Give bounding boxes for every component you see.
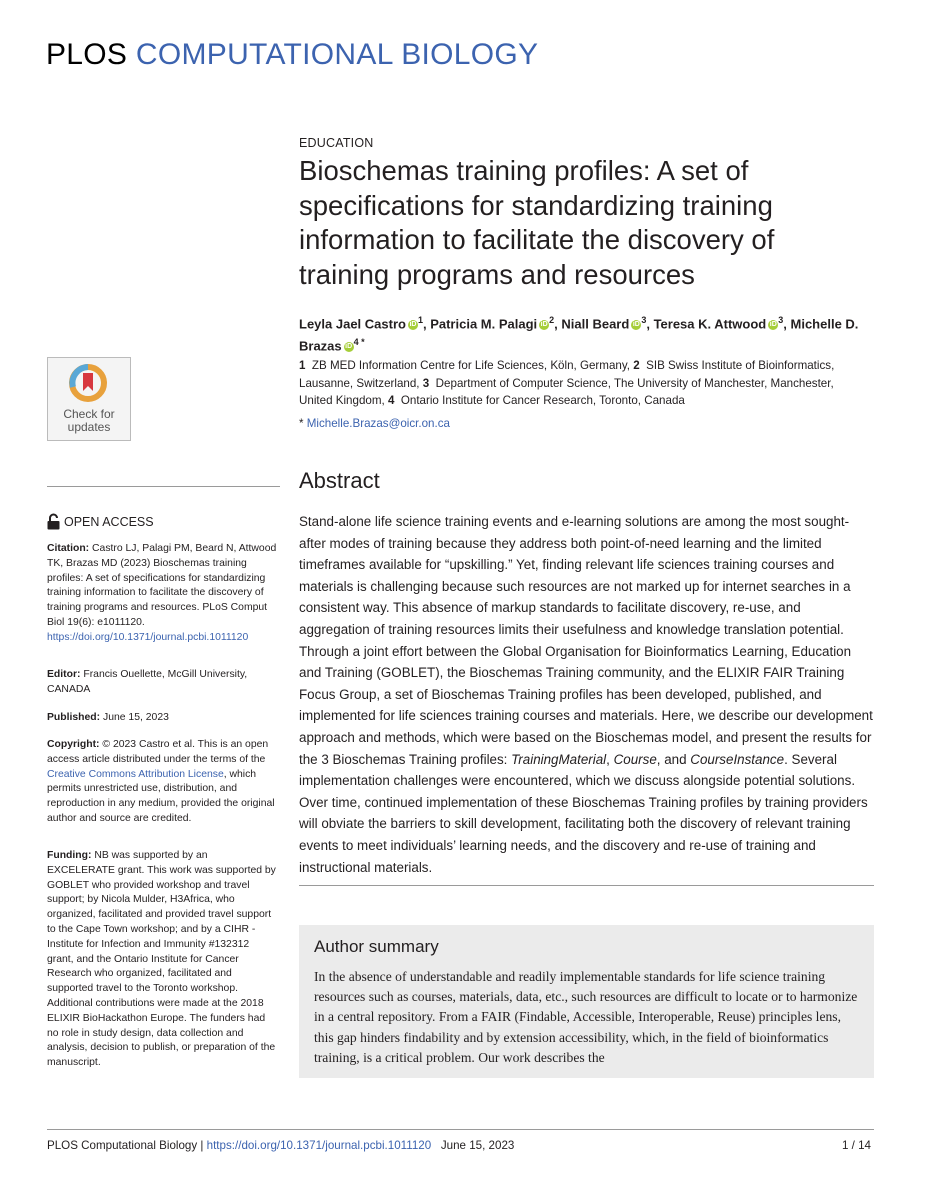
copyright-text: © 2023 Castro et al. This is an open access article distributed under the terms of the bbox=[47, 739, 269, 765]
published-text: June 15, 2023 bbox=[103, 712, 169, 723]
author-name[interactable]: Niall Beard bbox=[561, 316, 630, 332]
author-name[interactable]: Patricia M. Palagi bbox=[430, 316, 538, 332]
open-access-badge bbox=[47, 513, 154, 530]
author-affiliation-sup: 1 bbox=[417, 315, 423, 325]
author-summary-box bbox=[299, 925, 874, 1078]
citation-doi-link[interactable]: https://doi.org/10.1371/journal.pcbi.1011120 bbox=[47, 631, 249, 643]
author-affiliation-sup: 3 bbox=[641, 315, 647, 325]
orcid-icon[interactable]: iD bbox=[632, 320, 640, 328]
affiliation-text: SIB Swiss Institute of Bioinformatics, Lausanne, Switzerland, bbox=[299, 359, 835, 390]
abstract-heading: Abstract bbox=[299, 468, 380, 493]
author-name[interactable]: Teresa K. Attwood bbox=[653, 316, 767, 332]
editor-block bbox=[47, 668, 277, 698]
divider bbox=[299, 885, 874, 886]
published-block bbox=[47, 711, 277, 726]
page-footer bbox=[47, 1139, 514, 1152]
author-name[interactable]: Michelle D. Brazas bbox=[299, 316, 859, 354]
check-label-line: Check for bbox=[63, 407, 115, 421]
author-affiliation-sup: 4 * bbox=[353, 337, 365, 348]
check-for-updates-button[interactable] bbox=[47, 357, 131, 441]
author-list: Leyla Jael Castro iD $^1$, Patricia M. Palagi iD $^2$, Niall Beard iD $^3$, Teresa K. Attwood iD $^3$, Michelle D. Brazas iD $^{4 *}$ bbox=[299, 315, 859, 354]
citation-block bbox=[47, 542, 277, 646]
copyright-block bbox=[47, 738, 277, 827]
affiliations bbox=[299, 357, 869, 410]
abstract-part: Stand-alone life science training events and e-learning solutions are among the most sought-after modes of training because they address both point-of-need learning and the limited timeframes available for “upskilling.” Yet, finding relevant life sciences training courses and materials is challenging because such resources are not marked up for internet searches in a consistent way. This absence of markup standards to facilitate discovery, re-use, and aggregation of training resources limits their usefulness and knowledge translation potential. Through a joint effort between the Global Organisation for Bioinformatics Learning, Education and Training (GOBLET), the Bioschemas Training community, and the ELIXIR FAIR Training Focus Group, a set of Bioschemas Training profiles has been developed, published, and implemented for life sciences training courses and materials. Here, we describe our development approach and methods, which were based on the Bioschemas model, and present the results for the 3 Bioschemas Training profiles: bbox=[299, 514, 873, 767]
editor-label: Editor: bbox=[47, 669, 81, 680]
corresponding-email-link[interactable]: Michelle.Brazas@oicr.on.ca bbox=[306, 417, 450, 430]
author-affiliation-sup: 3 bbox=[778, 315, 784, 325]
published-label: Published: bbox=[47, 712, 101, 723]
abstract-text bbox=[299, 511, 874, 878]
author-affiliation-sup: 2 bbox=[549, 315, 555, 325]
license-link[interactable]: Creative Commons Attribution License bbox=[47, 768, 224, 780]
page-number: 1 / 14 bbox=[842, 1139, 872, 1152]
affiliation-text: Ontario Institute for Cancer Research, Toronto, Canada bbox=[400, 394, 685, 407]
article-title: Bioschemas training profiles: A set of specifications for standardizing training information to facilitate the discovery of training programs and resources bbox=[299, 155, 775, 290]
orcid-icon[interactable]: iD bbox=[540, 320, 548, 328]
funding-label: Funding: bbox=[47, 850, 92, 861]
copyright-label: Copyright: bbox=[47, 739, 100, 750]
author-summary-text: In the absence of understandable and readily implementable standards for life science training resources such as courses, materials, data, etc., such resources are difficult to locate or to harmonize in a central repository. From a FAIR (Findable, Accessible, Interoperable, Reuse) principles lens, this gap hinders findability and by extension accessibility, which, in the field of bioinformatics training, is a critical problem. Our work describes the bbox=[314, 969, 858, 1065]
affiliation-text: ZB MED Information Centre for Life Sciences, Köln, Germany, bbox=[311, 359, 630, 372]
copyright-text: , which permits unrestricted use, distribution, and reproduction in any medium, provided the original author and source are credited. bbox=[47, 768, 275, 824]
affiliation-text: Department of Computer Science, The University of Manchester, Manchester, United Kingdom, bbox=[299, 376, 834, 407]
journal-logo bbox=[46, 38, 538, 72]
abstract-part: , bbox=[606, 751, 614, 767]
profile-name: CourseInstance bbox=[690, 751, 785, 767]
profile-name: TrainingMaterial bbox=[511, 751, 607, 767]
profile-name: Course bbox=[613, 751, 657, 767]
abstract-part: . Several implementation challenges were encountered, which we discuss alongside potential solutions. Over time, continued implementation of these Bioschemas Training profiles by training providers will obviate the barriers to skill development, facilitating both the discovery of relevant training events to meet individuals’ learning needs, and the discovery and re-use of training and instructional materials. bbox=[299, 751, 868, 875]
affiliation-number: 3 bbox=[422, 376, 430, 390]
check-for-updates-label bbox=[48, 408, 130, 434]
footer-doi-link[interactable]: https://doi.org/10.1371/journal.pcbi.1011120 bbox=[206, 1139, 432, 1152]
journal-name: COMPUTATIONAL BIOLOGY bbox=[135, 38, 539, 71]
open-access-label: OPEN ACCESS bbox=[64, 514, 154, 529]
affiliation-number: 4 bbox=[387, 394, 395, 407]
journal-plos: PLOS bbox=[46, 38, 128, 71]
article-section: EDUCATION bbox=[299, 136, 374, 150]
author-name[interactable]: Leyla Jael Castro bbox=[299, 316, 406, 332]
divider bbox=[47, 486, 280, 487]
orcid-icon[interactable]: iD bbox=[769, 320, 777, 328]
editor-text: Francis Ouellette, McGill University, CANADA bbox=[47, 669, 248, 695]
corresponding-author bbox=[299, 417, 450, 430]
orcid-icon[interactable]: iD bbox=[409, 320, 417, 328]
footer-divider bbox=[47, 1129, 874, 1130]
footer-journal: PLOS Computational Biology | bbox=[47, 1139, 204, 1152]
funding-block bbox=[47, 849, 277, 1071]
open-lock-icon bbox=[47, 513, 60, 530]
corresponding-mark: * bbox=[299, 417, 304, 430]
author-summary-heading: Author summary bbox=[314, 937, 439, 956]
affiliation-number: 2 bbox=[633, 359, 640, 372]
abstract-part: , and bbox=[656, 751, 691, 767]
footer-date: June 15, 2023 bbox=[440, 1139, 515, 1152]
affiliation-number: 1 bbox=[299, 359, 306, 372]
orcid-icon[interactable]: iD bbox=[345, 343, 353, 351]
citation-text: Castro LJ, Palagi PM, Beard N, Attwood TK, Brazas MD (2023) Bioschemas training profiles: A set of specifications for standardizing training information to facilitate the discovery of training programs and resources. PLoS Comput Biol 19(6): e1011120. bbox=[47, 543, 277, 628]
check-label-line: updates bbox=[67, 420, 111, 434]
citation-label: Citation: bbox=[47, 543, 90, 554]
crossmark-icon bbox=[68, 363, 108, 403]
funding-text: NB was supported by an EXCELERATE grant. This work was supported by GOBLET who provided workshop and travel support; by Nicola Mulder, H3Africa, who organized, facilitated and provided travel support to the Cape Town workshop; and by a CIHR - Institute for Infection and Immunity #132312 grant, and the Ontario Institute for Cancer Research who organized, facilitated and supported travel to the Toronto workshop. Additional contributions were made at the 2018 ELIXIR BioHackathon Europe. The funders had no role in study design, data collection and analysis, decision to publish, or preparation of the manuscript. bbox=[47, 850, 276, 1069]
